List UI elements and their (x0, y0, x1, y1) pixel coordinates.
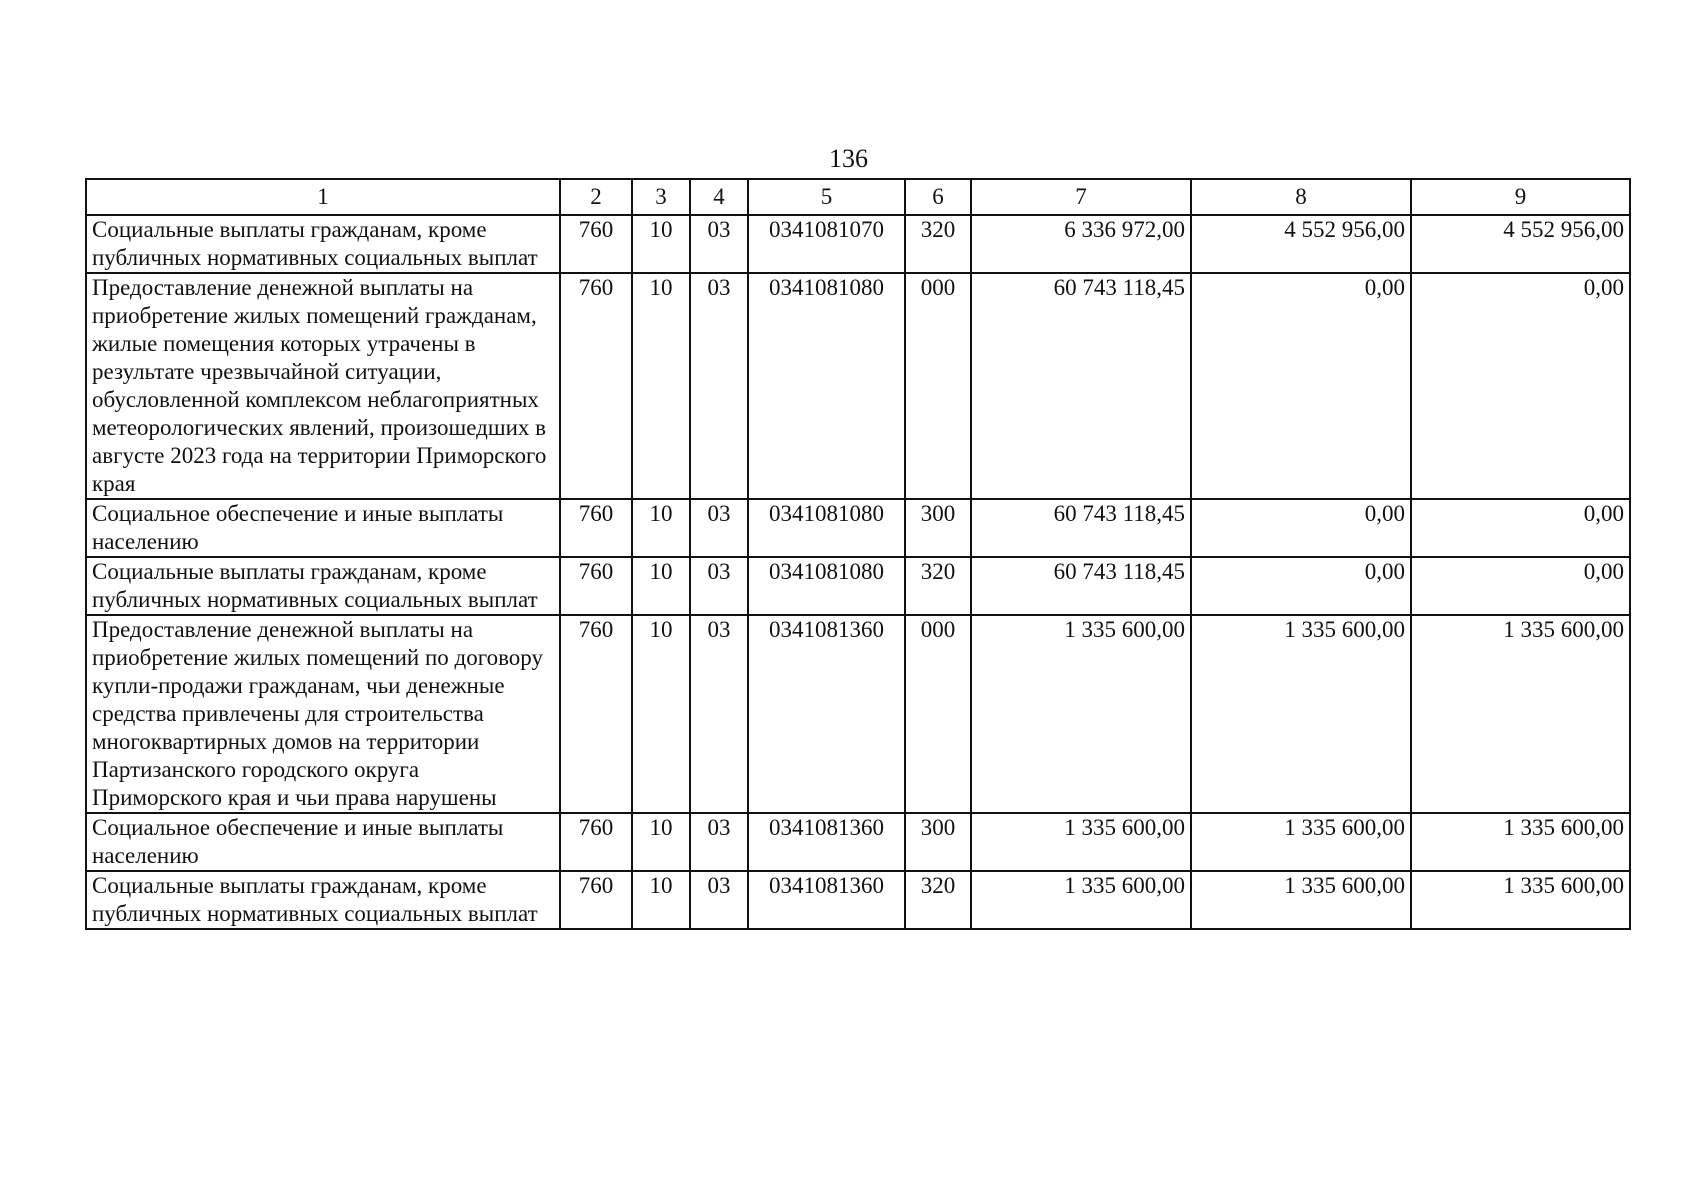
cell-amount-9: 0,00 (1411, 557, 1630, 615)
cell-col4: 03 (690, 813, 748, 871)
budget-table (85, 178, 1631, 930)
header-cell: 2 (560, 179, 632, 215)
cell-col6: 000 (905, 615, 971, 813)
header-cell: 9 (1411, 179, 1630, 215)
cell-col6: 320 (905, 215, 971, 273)
cell-col5: 0341081080 (748, 557, 905, 615)
page-number: 136 (829, 144, 868, 173)
cell-col3: 10 (632, 557, 690, 615)
cell-col2: 760 (560, 499, 632, 557)
cell-amount-7: 60 743 118,45 (971, 273, 1191, 499)
cell-amount-8: 1 335 600,00 (1191, 615, 1411, 813)
row-name: Социальное обеспечение и иные выплаты населению (86, 499, 560, 557)
cell-col3: 10 (632, 499, 690, 557)
row-name: Социальные выплаты гражданам, кроме публичных нормативных социальных выплат (86, 557, 560, 615)
cell-col4: 03 (690, 871, 748, 929)
cell-col6: 300 (905, 499, 971, 557)
table-row (86, 273, 1630, 499)
cell-amount-9: 0,00 (1411, 273, 1630, 499)
cell-col4: 03 (690, 557, 748, 615)
cell-col2: 760 (560, 273, 632, 499)
cell-amount-7: 6 336 972,00 (971, 215, 1191, 273)
cell-col5: 0341081360 (748, 615, 905, 813)
cell-amount-7: 1 335 600,00 (971, 813, 1191, 871)
table-row (86, 499, 1630, 557)
table-row (86, 615, 1630, 813)
cell-col4: 03 (690, 273, 748, 499)
cell-amount-8: 1 335 600,00 (1191, 871, 1411, 929)
row-name: Социальное обеспечение и иные выплаты населению (86, 813, 560, 871)
table-row (86, 813, 1630, 871)
cell-col5: 0341081070 (748, 215, 905, 273)
cell-amount-9: 1 335 600,00 (1411, 871, 1630, 929)
cell-col5: 0341081360 (748, 813, 905, 871)
row-name: Предоставление денежной выплаты на приобретение жилых помещений гражданам, жилые помещения которых утрачены в результате чрезвычайной ситуации, обусловленной комплексом неблагоприятных метеорологических явлений, произошедших в августе 2023 года на территории Приморского края (86, 273, 560, 499)
row-name: Социальные выплаты гражданам, кроме публичных нормативных социальных выплат (86, 871, 560, 929)
cell-amount-9: 1 335 600,00 (1411, 615, 1630, 813)
cell-amount-8: 1 335 600,00 (1191, 813, 1411, 871)
header-cell: 8 (1191, 179, 1411, 215)
header-cell: 3 (632, 179, 690, 215)
cell-amount-7: 60 743 118,45 (971, 499, 1191, 557)
cell-col4: 03 (690, 615, 748, 813)
cell-col6: 320 (905, 557, 971, 615)
cell-amount-8: 0,00 (1191, 557, 1411, 615)
table-row (86, 557, 1630, 615)
table-row (86, 215, 1630, 273)
header-row (86, 179, 1630, 215)
cell-col6: 000 (905, 273, 971, 499)
cell-amount-7: 60 743 118,45 (971, 557, 1191, 615)
cell-col2: 760 (560, 813, 632, 871)
header-cell: 6 (905, 179, 971, 215)
row-name: Предоставление денежной выплаты на приобретение жилых помещений по договору купли-продажи гражданам, чьи денежные средства привлечены для строительства многоквартирных домов на территории Партизанского городского округа Приморского края и чьи права нарушены (86, 615, 560, 813)
cell-amount-9: 0,00 (1411, 499, 1630, 557)
cell-col3: 10 (632, 273, 690, 499)
table-row (86, 871, 1630, 929)
cell-col5: 0341081360 (748, 871, 905, 929)
cell-col5: 0341081080 (748, 273, 905, 499)
cell-col2: 760 (560, 615, 632, 813)
cell-col2: 760 (560, 557, 632, 615)
header-cell: 7 (971, 179, 1191, 215)
cell-amount-8: 4 552 956,00 (1191, 215, 1411, 273)
cell-col2: 760 (560, 871, 632, 929)
cell-col3: 10 (632, 615, 690, 813)
cell-col4: 03 (690, 215, 748, 273)
row-name: Социальные выплаты гражданам, кроме публичных нормативных социальных выплат (86, 215, 560, 273)
cell-col2: 760 (560, 215, 632, 273)
header-cell: 1 (86, 179, 560, 215)
cell-amount-9: 1 335 600,00 (1411, 813, 1630, 871)
cell-amount-8: 0,00 (1191, 499, 1411, 557)
cell-amount-8: 0,00 (1191, 273, 1411, 499)
cell-amount-7: 1 335 600,00 (971, 871, 1191, 929)
cell-col3: 10 (632, 813, 690, 871)
cell-col3: 10 (632, 871, 690, 929)
header-cell: 5 (748, 179, 905, 215)
cell-amount-9: 4 552 956,00 (1411, 215, 1630, 273)
header-cell: 4 (690, 179, 748, 215)
cell-col6: 300 (905, 813, 971, 871)
cell-col5: 0341081080 (748, 499, 905, 557)
cell-amount-7: 1 335 600,00 (971, 615, 1191, 813)
cell-col6: 320 (905, 871, 971, 929)
cell-col4: 03 (690, 499, 748, 557)
cell-col3: 10 (632, 215, 690, 273)
